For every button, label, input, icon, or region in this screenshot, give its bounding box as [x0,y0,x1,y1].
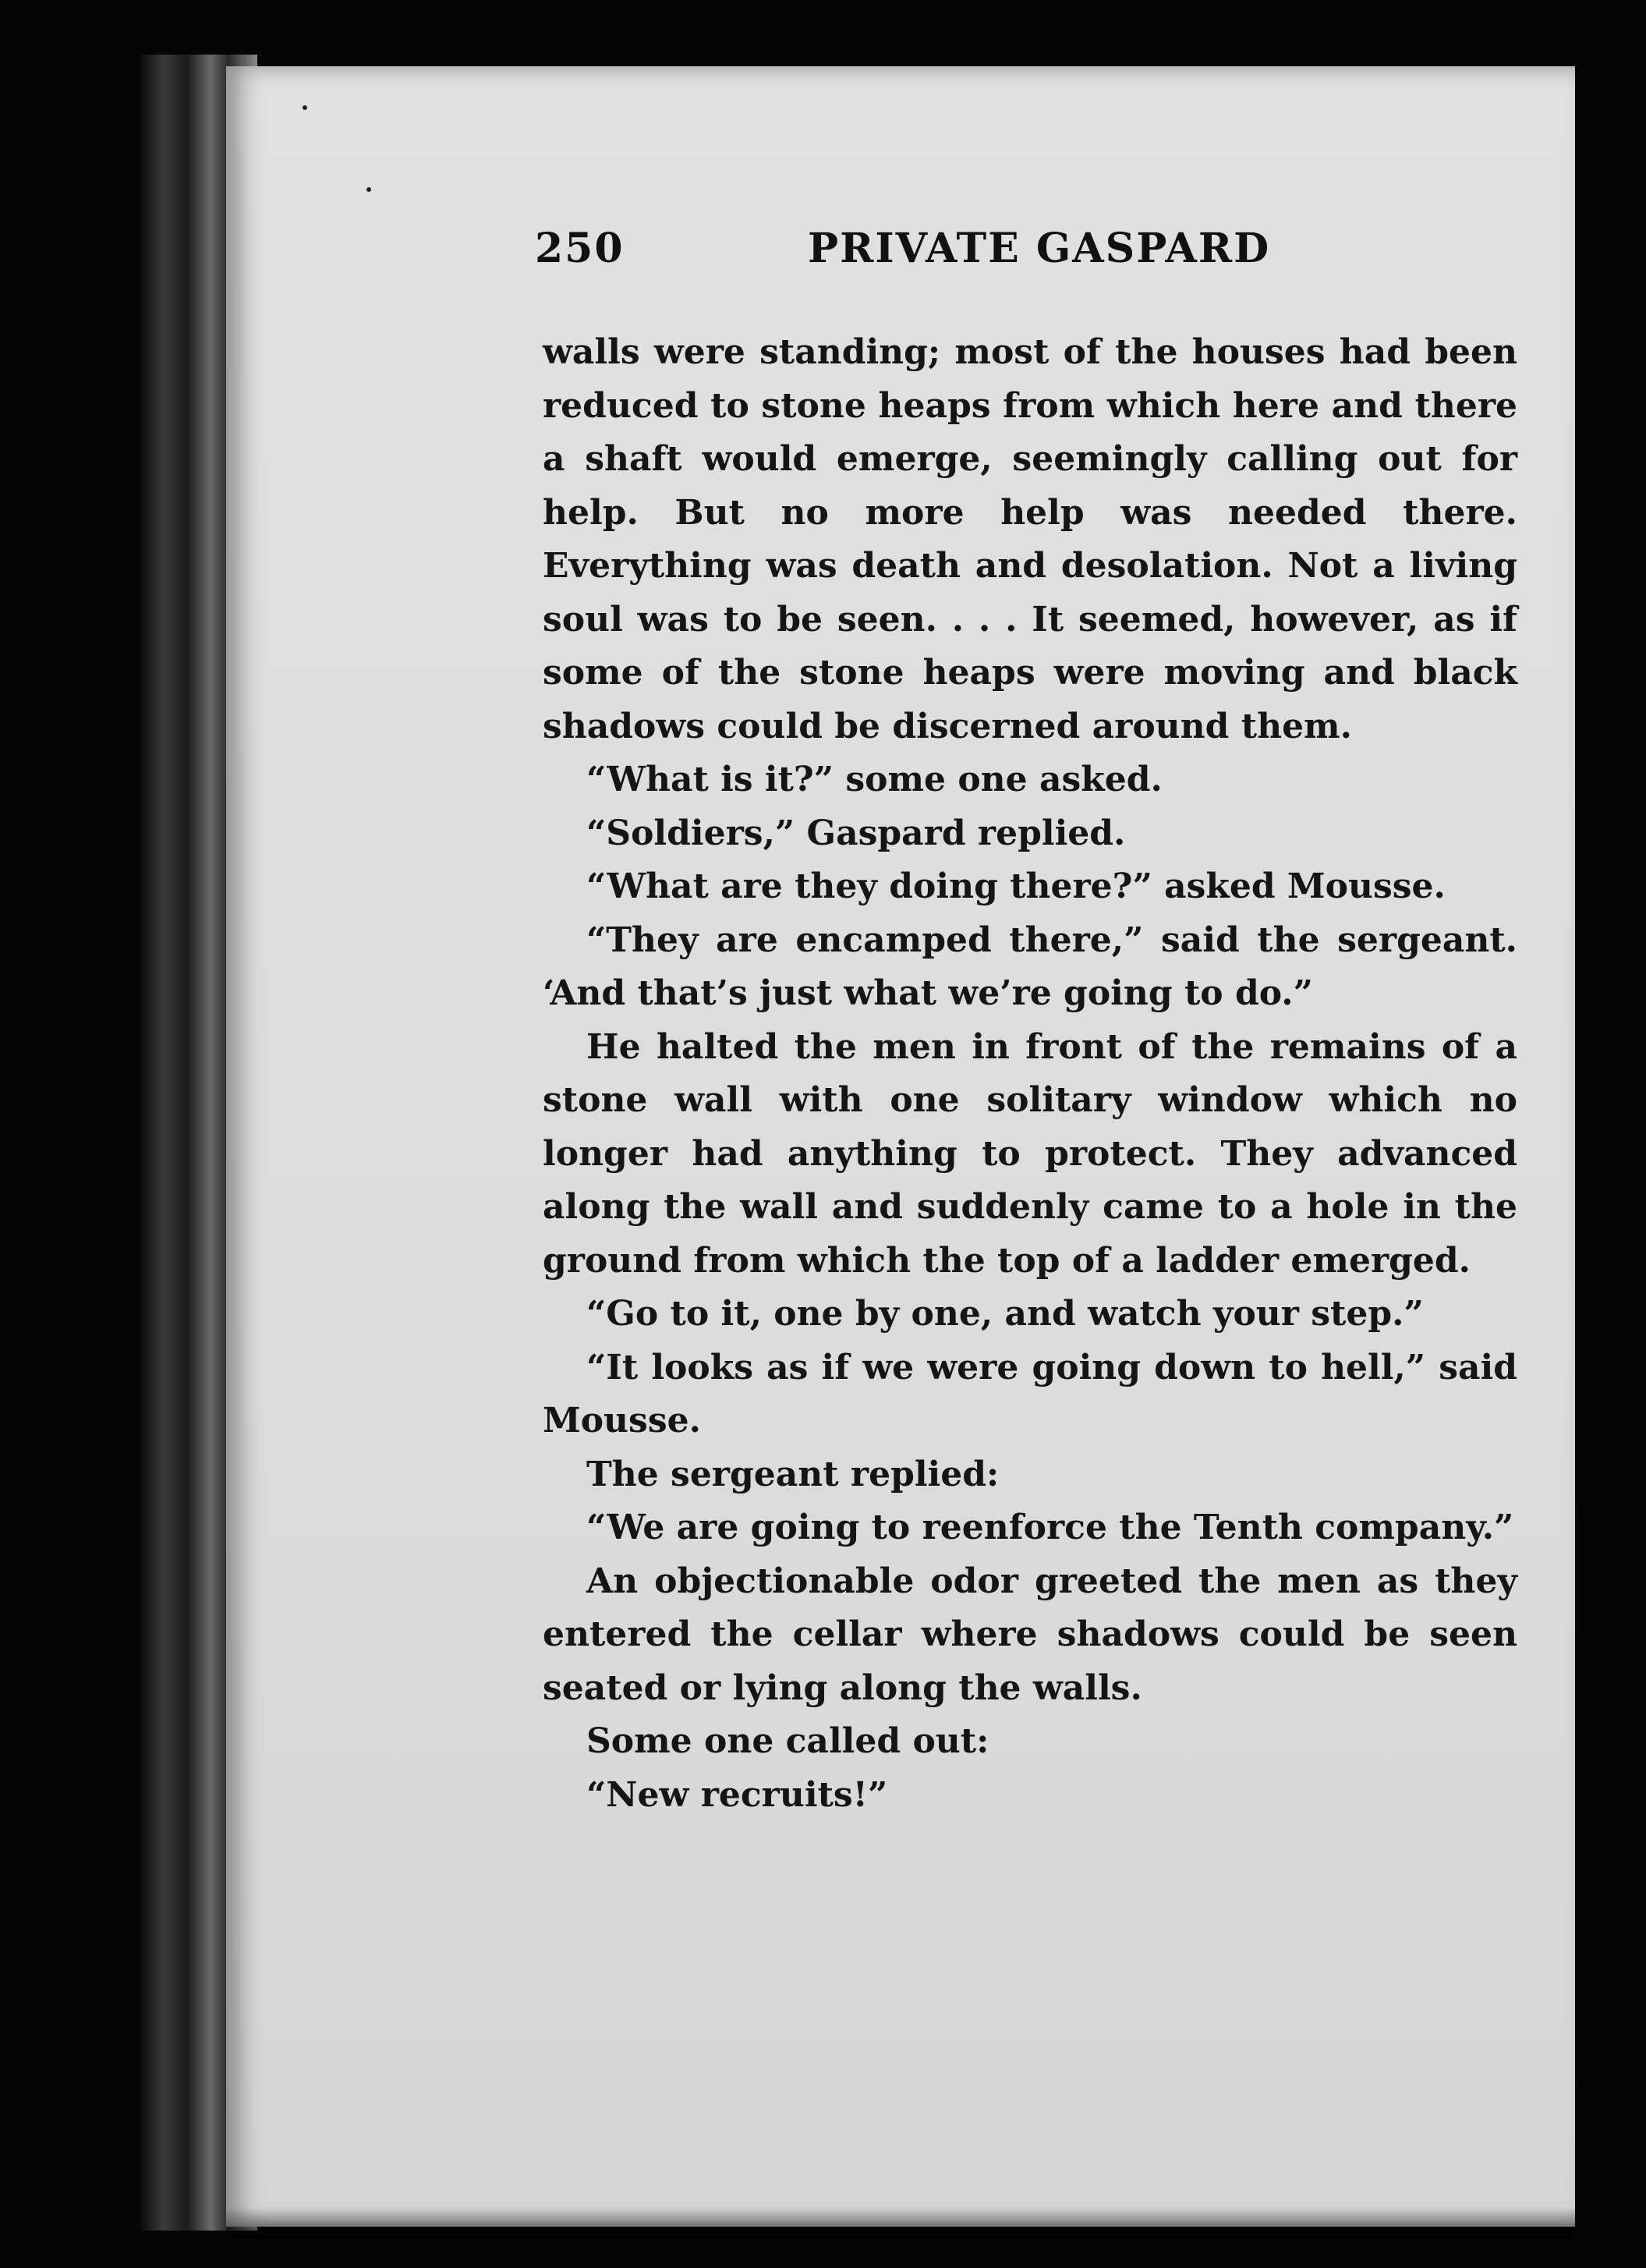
paragraph: He halted the men in front of the remains of a stone wall with one solitary window which no longer had anything to protect. They advanced along the wall and suddenly came to a hole in the ground from which the top of a ladder emerged. [543,1026,1517,1281]
paragraph: “We are going to reenforce the Tenth company.” [586,1508,1514,1547]
running-head [535,225,1283,271]
paragraph: “Soldiers,” Gaspard replied. [586,813,1126,853]
page-number: 250 [535,225,625,272]
running-title: PRIVATE GASPARD [808,225,1271,272]
paragraph: The sergeant replied: [586,1454,1000,1494]
body-text [543,326,1517,1822]
paragraph: “Go to it, one by one, and watch your step.” [586,1294,1424,1334]
scan-speck [366,187,371,192]
paragraph: “What are they doing there?” asked Mousse. [586,866,1446,906]
paragraph: “New recruits!” [586,1774,888,1815]
paragraph: “They are encamped there,” said the sergeant. ‘And that’s just what we’re going to do.” [543,920,1517,1013]
paragraph: Some one called out: [586,1721,989,1761]
paragraph: “What is it?” some one asked. [586,760,1163,799]
page-bottom-shadow [226,2207,1575,2238]
paragraph: An objectionable odor greeted the men as they entered the cellar where shadows could be seen seated or lying along the walls. [543,1561,1517,1708]
scan-speck [303,105,307,110]
paragraph: “It looks as if we were going down to hell,” said Mousse. [543,1347,1517,1441]
paragraph: walls were standing; most of the houses had been reduced to stone heaps from which here and there a shaft would emerge, seemingly calling out for help. But no more help was needed there. Everything was death and desolation. Not a living soul was to be seen. . . . It seemed, however, as if some of the stone heaps were moving and black shadows could be discerned around them. [543,332,1517,746]
